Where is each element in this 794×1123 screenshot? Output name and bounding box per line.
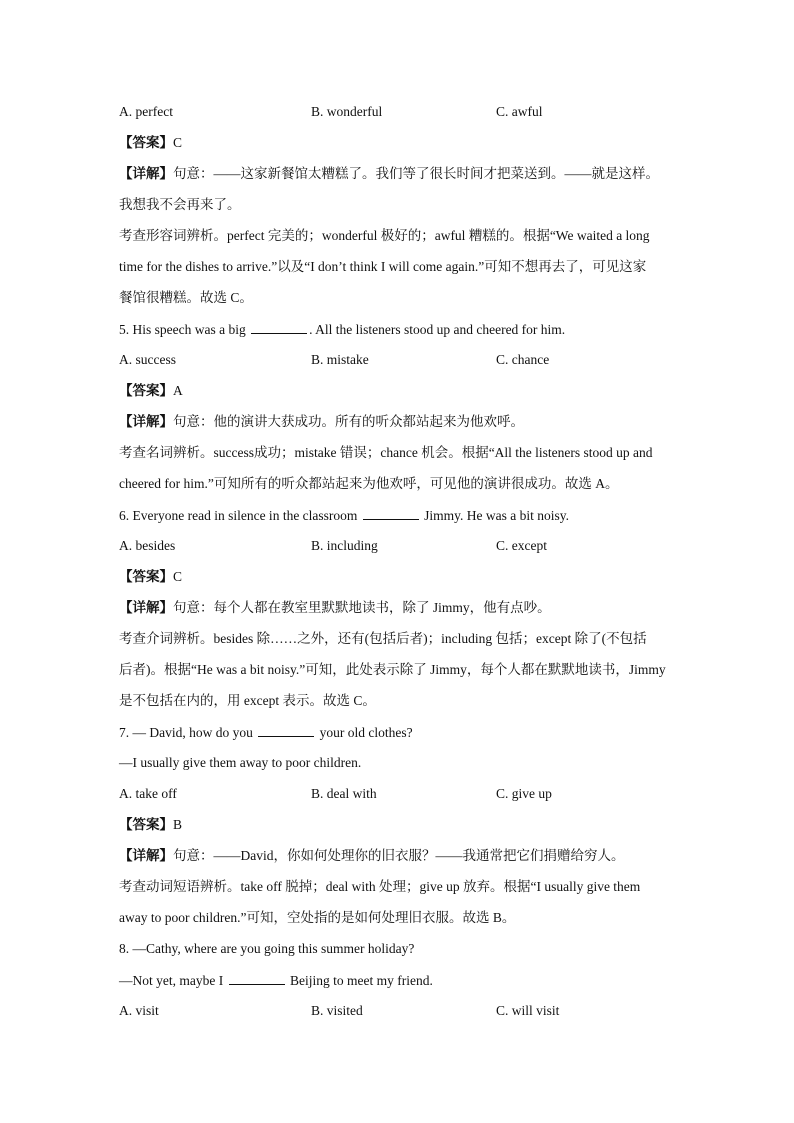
stem-text: 5. His speech was a big bbox=[119, 322, 246, 337]
q4-detail-line bbox=[119, 164, 679, 195]
q7-option-a: A. take off bbox=[119, 786, 177, 801]
q7-stem bbox=[119, 722, 679, 753]
q5-stem bbox=[119, 319, 679, 350]
q4-detail-line: time for the dishes to arrive.”以及“I don’t think I will come again.”可知不想再去了，可见这家 bbox=[119, 259, 647, 274]
q8-option-b: B. visited bbox=[311, 1003, 363, 1018]
q8-option-a: A. visit bbox=[119, 1003, 159, 1018]
q8-option-c: C. will visit bbox=[496, 1003, 560, 1018]
answer-blank bbox=[258, 722, 314, 737]
q7-answer bbox=[119, 815, 679, 846]
detail-label: 【详解】 bbox=[119, 600, 173, 615]
q5-option-c: C. chance bbox=[496, 352, 550, 367]
stem-text: —Not yet, maybe I bbox=[119, 973, 224, 988]
detail-text: 句意：他的演讲大获成功。所有的听众都站起来为他欢呼。 bbox=[173, 414, 524, 429]
answer-value: B bbox=[173, 817, 183, 832]
detail-label: 【详解】 bbox=[119, 414, 173, 429]
answer-label: 【答案】 bbox=[119, 569, 173, 584]
q4-detail-line: 我想我不会再来了。 bbox=[119, 197, 241, 212]
q7-detail-line bbox=[119, 846, 679, 877]
answer-label: 【答案】 bbox=[119, 135, 173, 150]
answer-blank bbox=[363, 505, 419, 520]
q7-options bbox=[119, 784, 679, 815]
q6-option-a: A. besides bbox=[119, 538, 176, 553]
detail-text: 句意：——David，你如何处理你的旧衣服？——我通常把它们捐赠给穷人。 bbox=[173, 848, 625, 863]
document-page bbox=[119, 102, 679, 1032]
answer-label: 【答案】 bbox=[119, 383, 173, 398]
q8-stem: 8. —Cathy, where are you going this summer holiday? bbox=[119, 941, 415, 956]
q5-option-a: A. success bbox=[119, 352, 176, 367]
answer-blank bbox=[251, 319, 307, 334]
q4-option-c: C. awful bbox=[496, 104, 543, 119]
q6-option-c: C. except bbox=[496, 538, 547, 553]
answer-value: A bbox=[173, 383, 183, 398]
answer-value: C bbox=[173, 569, 183, 584]
stem-text: 6. Everyone read in silence in the classroom bbox=[119, 508, 358, 523]
q7-detail-line: 考查动词短语辨析。take off 脱掉；deal with 处理；give up 放弃。根据“I usually give them bbox=[119, 879, 641, 894]
q5-options bbox=[119, 350, 679, 381]
q7-option-b: B. deal with bbox=[311, 786, 377, 801]
stem-text: 7. — David, how do you bbox=[119, 725, 253, 740]
answer-label: 【答案】 bbox=[119, 817, 173, 832]
q6-answer bbox=[119, 567, 679, 598]
answer-value: C bbox=[173, 135, 183, 150]
q4-detail-line: 考查形容词辨析。perfect 完美的；wonderful 极好的；awful 糟糕的。根据“We waited a long bbox=[119, 228, 650, 243]
q4-options bbox=[119, 102, 679, 133]
q5-detail-line bbox=[119, 412, 679, 443]
stem-text: Beijing to meet my friend. bbox=[289, 973, 433, 988]
stem-text: your old clothes? bbox=[319, 725, 413, 740]
q7-option-c: C. give up bbox=[496, 786, 552, 801]
q4-answer bbox=[119, 133, 679, 164]
q6-detail-line: 是不包括在内的，用 except 表示。故选 C。 bbox=[119, 693, 376, 708]
q5-option-b: B. mistake bbox=[311, 352, 369, 367]
detail-label: 【详解】 bbox=[119, 848, 173, 863]
q5-detail-line: 考查名词辨析。success成功；mistake 错误；chance 机会。根据“All the listeners stood up and bbox=[119, 445, 653, 460]
detail-text: 句意：每个人都在教室里默默地读书，除了 Jimmy，他有点吵。 bbox=[173, 600, 551, 615]
q7-detail-line: away to poor children.”可知，空处指的是如何处理旧衣服。故选 B。 bbox=[119, 910, 516, 925]
q8-options bbox=[119, 1001, 679, 1032]
q6-options bbox=[119, 536, 679, 567]
detail-text: 句意：——这家新餐馆太糟糕了。我们等了很长时间才把菜送到。——就是这样。 bbox=[173, 166, 659, 181]
stem-text: Jimmy. He was a bit noisy. bbox=[424, 508, 570, 523]
q7-reply: —I usually give them away to poor children. bbox=[119, 755, 362, 770]
answer-blank bbox=[229, 970, 285, 985]
q4-option-a: A. perfect bbox=[119, 104, 173, 119]
q4-option-b: B. wonderful bbox=[311, 104, 383, 119]
q6-option-b: B. including bbox=[311, 538, 378, 553]
detail-label: 【详解】 bbox=[119, 166, 173, 181]
q8-reply bbox=[119, 970, 679, 1001]
q4-detail-line: 餐馆很糟糕。故选 C。 bbox=[119, 290, 253, 305]
q5-answer bbox=[119, 381, 679, 412]
q6-detail-line bbox=[119, 598, 679, 629]
q5-detail-line: cheered for him.”可知所有的听众都站起来为他欢呼，可见他的演讲很成功。故选 A。 bbox=[119, 476, 619, 491]
stem-text: . All the listeners stood up and cheered for him. bbox=[309, 322, 566, 337]
q6-stem bbox=[119, 505, 679, 536]
q6-detail-line: 考查介词辨析。besides 除……之外，还有(包括后者)；including 包括；except 除了(不包括 bbox=[119, 631, 647, 646]
q6-detail-line: 后者)。根据“He was a bit noisy.”可知，此处表示除了 Jimmy，每个人都在默默地读书，Jimmy bbox=[119, 662, 666, 677]
